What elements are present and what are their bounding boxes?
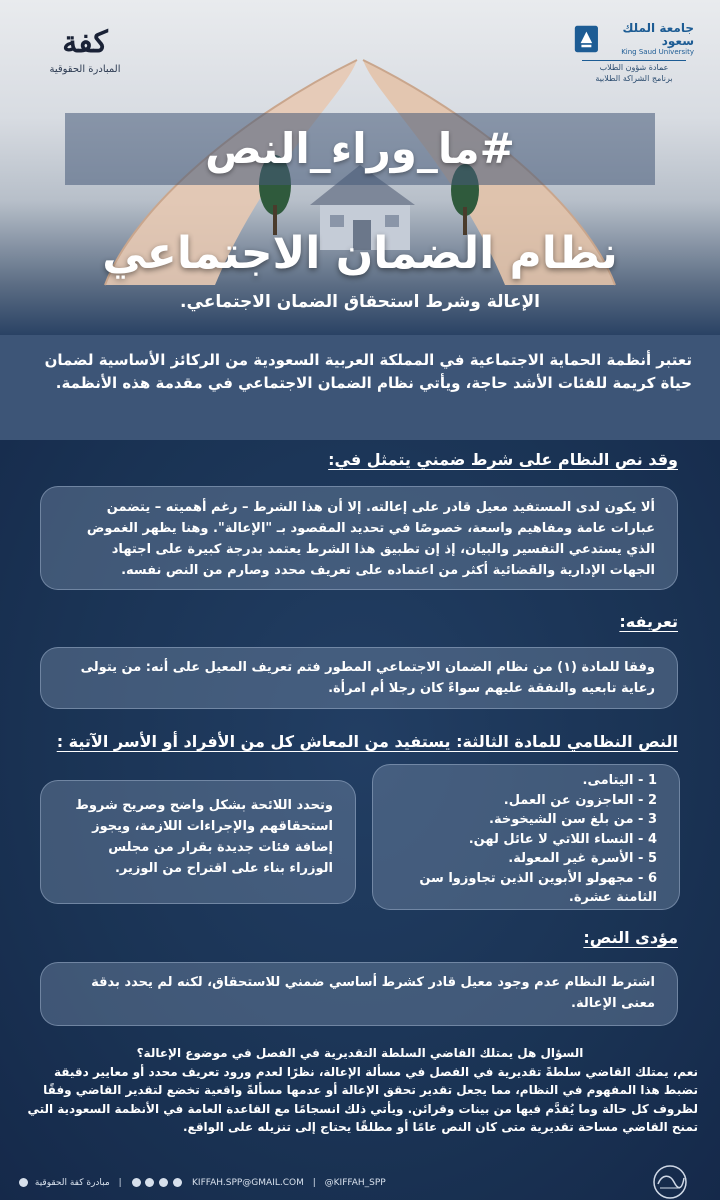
definition-heading: تعريفه: xyxy=(619,612,678,631)
regulation-note-text: وتحدد اللائحة بشكل واضح وصريح شروط استحقاقهم والإجراءات اللازمة، ويجوز إضافة فئات جديدة بقرار من مجلس الوزراء بناء على اقتراح من الوزير. xyxy=(75,798,333,877)
list-item: 1 - اليتامى. xyxy=(582,773,657,788)
final-question: السؤال هل يمتلك القاضي السلطة التقديرية في الفصل في موضوع الإعالة؟ xyxy=(136,1046,584,1060)
footer-handle[interactable]: @KIFFAH_SPP xyxy=(324,1178,386,1188)
page-title: نظام الضمان الاجتماعي xyxy=(102,228,618,279)
whatsapp-icon[interactable] xyxy=(132,1178,141,1187)
snapchat-icon[interactable] xyxy=(145,1178,154,1187)
condition-card xyxy=(40,486,678,590)
footer-initiative: مبادرة كفة الحقوقية xyxy=(34,1178,110,1188)
condition-heading: وقد نص النظام على شرط ضمني يتمثل في: xyxy=(328,450,678,469)
ksu-deanship: عمادة شؤون الطلاب xyxy=(599,63,669,73)
hashtag-title: #ما_وراء_النص xyxy=(205,124,515,173)
meaning-heading: مؤدى النص: xyxy=(583,928,678,947)
kiffah-logo-subtitle: المبادرة الحقوقية xyxy=(49,64,121,75)
beneficiaries-list xyxy=(395,771,657,908)
list-item: 5 - الأسرة غير المعولة. xyxy=(508,851,657,866)
meaning-text: اشترط النظام عدم وجود معيل قادر كشرط أساسي ضمني للاستحقاق، لكنه لم يحدد بدقة معنى الإعالة. xyxy=(91,975,655,1012)
list-item: 2 - العاجزون عن العمل. xyxy=(503,792,657,808)
condition-text: ألا يكون لدى المستفيد معيل قادر على إعالته. إلا أن هذا الشرط – رغم أهميته – يتضمن عبارات عامة ومفاهيم واسعة، خصوصًا في تحديد المقصود بـ "الإعالة". وهنا يظهر الغموض الذي يستدعي التفسير والبيان، إذ إن تطبيق هذا الشرط يعتمد بدرجة كبيرة على اجتهاد الجهات الإدارية والقضائية أكثر من اعتماده على تعريف محدد وصارم من النص نفسه. xyxy=(86,500,655,579)
intro-text: تعتبر أنظمة الحماية الاجتماعية في المملكة العربية السعودية من الركائز الأساسية لضمان حياة كريمة للفئات الأشد حاجة، ويأتي نظام الضمان الاجتماعي في مقدمة هذه الأنظمة. xyxy=(44,351,692,393)
kiffah-logo-brand: كفة xyxy=(62,25,108,60)
regulation-note-card xyxy=(40,780,356,904)
calligraphy-seal-icon xyxy=(640,1164,700,1200)
ksu-logo xyxy=(574,22,694,84)
ksu-name-arabic: جامعة الملك سعود xyxy=(622,21,694,49)
final-question-block xyxy=(22,1044,698,1137)
definition-text: وفقا للمادة (١) من نظام الضمان الاجتماعي المطور فتم تعريف المعيل على أنه: من يتولى رعاية تابعيه والنفقة عليهم سواءً كان رجلا أم امرأة. xyxy=(80,660,655,697)
footer xyxy=(0,1162,720,1200)
definition-card xyxy=(40,647,678,709)
footer-email[interactable]: KIFFAH.SPP@GMAIL.COM xyxy=(192,1178,304,1188)
ksu-name-english: King Saud University xyxy=(621,48,694,57)
instagram-icon[interactable] xyxy=(159,1178,168,1187)
kiffah-logo xyxy=(30,25,140,75)
page-subtitle: الإعالة وشرط استحقاق الضمان الاجتماعي. xyxy=(180,292,540,312)
link-icon[interactable] xyxy=(19,1178,28,1187)
social-icons xyxy=(128,1178,184,1188)
list-item: 4 - النساء اللاتي لا عائل لهن. xyxy=(468,831,657,847)
ksu-emblem-icon xyxy=(574,22,599,56)
x-icon[interactable] xyxy=(173,1178,182,1187)
article3-heading: النص النظامي للمادة الثالثة: يستفيد من المعاش كل من الأفراد أو الأسر الآتية : xyxy=(56,732,678,751)
list-item: 6 - مجهولو الأبوين الذين تجاوزوا سن الثامنة عشرة. xyxy=(419,870,657,905)
final-answer: نعم، يمتلك القاضي سلطةً تقديرية في الفصل في مسألة الإعالة، نظرًا لعدم ورود تعريف محدد أو معايير دقيقة تضبط هذا المفهوم في النظام، مما يجعل تقدير تحقق الإعالة أو عدمها مسألةً واقعية تخضع لتقدير القاضي وفقًا لظروف كل حالة وما يُقدَّم فيها من بينات وقرائن. ويأتي ذلك انسجامًا مع القاعدة العامة في الأنظمة السعودية التي تمنح القاضي مساحة تقديرية متى كان النص عامًا أو مطلقًا يحتاج إلى تنزيله على الواقع. xyxy=(27,1064,698,1135)
footer-separator: | xyxy=(312,1178,316,1188)
list-item: 3 - من بلغ سن الشيخوخة. xyxy=(489,812,657,827)
beneficiaries-card xyxy=(372,764,680,910)
intro-band xyxy=(0,335,720,440)
ksu-program: برنامج الشراكة الطلابية xyxy=(595,73,673,83)
meaning-card xyxy=(40,962,678,1026)
footer-contact xyxy=(18,1178,448,1188)
footer-separator: | xyxy=(118,1178,122,1188)
